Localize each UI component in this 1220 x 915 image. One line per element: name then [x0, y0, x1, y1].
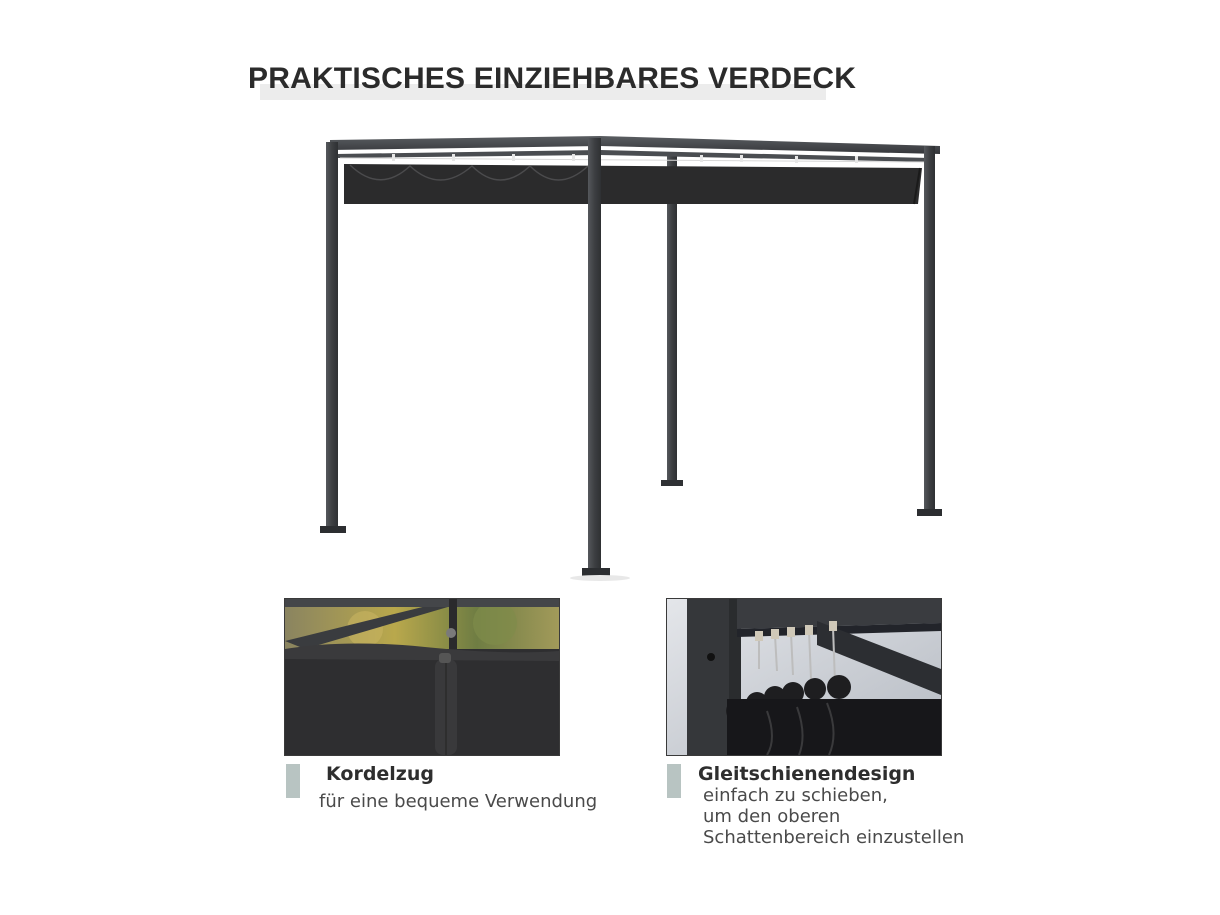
caption-accent-bar — [667, 764, 681, 798]
pergola-product-image — [300, 128, 960, 588]
feature-heading-slide-rail: Gleitschienendesign — [698, 763, 916, 785]
cord-pull-photo — [284, 598, 560, 756]
feature-description-cord-pull — [319, 791, 597, 812]
feature-description-line: für eine bequeme Verwendung — [319, 791, 598, 812]
page-title: PRAKTISCHES EINZIEHBARES VERDECK — [248, 62, 857, 95]
feature-description-line: um den oberen — [703, 806, 841, 827]
feature-description-line: Schattenbereich einzustellen — [703, 827, 965, 848]
caption-accent-bar — [286, 764, 300, 798]
title-block — [248, 62, 888, 104]
slide-rail-photo — [666, 598, 942, 756]
feature-description-line: einfach zu schieben, — [703, 785, 888, 806]
feature-heading-cord-pull: Kordelzug — [326, 763, 434, 785]
feature-description-slide-rail — [703, 785, 964, 848]
